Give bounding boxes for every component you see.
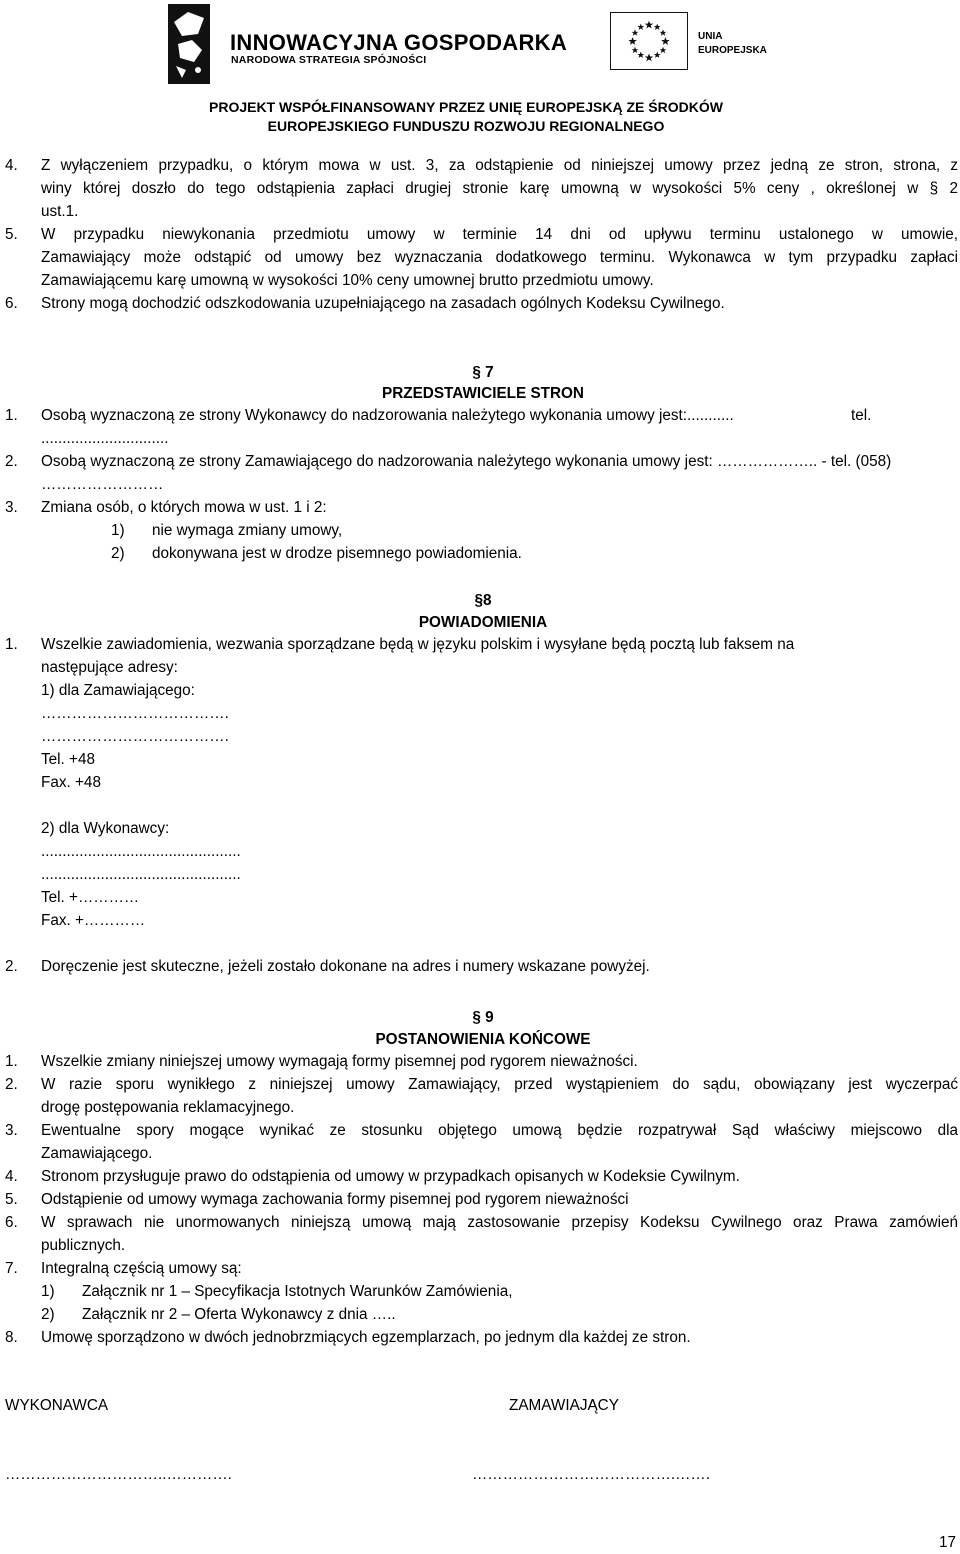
client-signature-line: ………………………………….……. <box>472 1466 710 1483</box>
section-heading-number: § 7 <box>472 364 494 381</box>
item-text: następujące adresy: <box>41 659 178 676</box>
item-text: Doręczenie jest skuteczne, jeżeli zostało dokonane na adres i numery wskazane powyżej. <box>41 958 650 975</box>
sub-item-text: dokonywana jest w drodze pisemnego powiadomienia. <box>152 545 522 562</box>
eu-flag-icon <box>610 12 688 70</box>
item-number: 5. <box>5 226 18 243</box>
page-number: 17 <box>938 1534 956 1551</box>
item-text: Wszelkie zmiany niniejszej umowy wymagają formy pisemnej pod rygorem nieważności. <box>41 1053 638 1070</box>
item-number: 6. <box>5 1214 18 1231</box>
item-number: 7. <box>5 1260 18 1277</box>
item-text: W razie sporu wynikłego z niniejszej umowy Zamawiający, przed wystąpieniem do sądu, obowiązany jest wyczerpać <box>41 1076 958 1093</box>
sub-item-text: nie wymaga zmiany umowy, <box>152 522 343 539</box>
sub-item-text: Załącznik nr 1 – Specyfikacja Istotnych Warunków Zamówienia, <box>82 1283 513 1300</box>
item-text: Wszelkie zawiadomienia, wezwania sporządzane będą w języku polskim i wysyłane będą pocztą lub faksem na <box>41 636 795 653</box>
item-text: ust.1. <box>41 203 79 220</box>
eu-label-line1: UNIA <box>698 31 723 42</box>
address-placeholder: ............................................... <box>41 843 241 860</box>
sub-item-number: 2) <box>111 545 125 562</box>
address-placeholder: ………………………………. <box>41 705 229 722</box>
fax-line: Fax. +48 <box>41 774 101 791</box>
contractor-signature-label: WYKONAWCA <box>5 1397 109 1414</box>
item-text: drogę postępowania reklamacyjnego. <box>41 1099 295 1116</box>
item-text: .............................. <box>41 430 169 447</box>
section-heading-number: §8 <box>474 592 492 609</box>
item-text: W przypadku niewykonania przedmiotu umowy w terminie 14 dni od upływu terminu ustalonego w umowie, <box>41 226 958 243</box>
item-number: 4. <box>5 157 18 174</box>
eu-label-line2: EUROPEJSKA <box>698 45 767 56</box>
sub-item-number: 1) <box>41 1283 55 1300</box>
item-number: 2. <box>5 958 18 975</box>
item-number: 1. <box>5 636 18 653</box>
item-number: 1. <box>5 1053 18 1070</box>
item-text: winy której doszło do tego odstąpienia zapłaci drugiej stronie karę umowną w wysokości 5% ceny , określonej w § 2 <box>41 180 958 197</box>
item-text: Ewentualne spory mogące wynikać ze stosunku objętego umową będzie rozpatrywał Sąd właściwy miejscowo dla <box>41 1122 958 1139</box>
phone-line: Tel. +………… <box>41 889 140 906</box>
item-number: 8. <box>5 1329 18 1346</box>
item-text: Integralną częścią umowy są: <box>41 1260 242 1277</box>
program-title: INNOWACYJNA GOSPODARKA <box>230 30 568 55</box>
phone-line: Tel. +48 <box>41 751 96 768</box>
section-heading-title: PRZEDSTAWICIELE STRON <box>382 385 584 402</box>
item-text: …………………… <box>41 476 164 493</box>
item-number: 2. <box>5 1076 18 1093</box>
item-text: Z wyłączeniem przypadku, o którym mowa w ust. 3, za odstąpienie od niniejszej umowy przez jedną ze stron, strona, z <box>41 157 958 174</box>
sub-item-text: Załącznik nr 2 – Oferta Wykonawcy z dnia ….. <box>82 1306 396 1323</box>
address-placeholder: ………………………………. <box>41 728 229 745</box>
eu-stars <box>628 21 669 62</box>
address-placeholder: ............................................... <box>41 866 241 883</box>
item-text: Zamawiający może odstąpić od umowy bez wyznaczania dodatkowego terminu. Wykonawca w tym przypadku zapłaci <box>41 249 958 266</box>
program-subtitle: NARODOWA STRATEGIA SPÓJNOŚCI <box>231 54 427 66</box>
item-number: 3. <box>5 1122 18 1139</box>
project-line-1: PROJEKT WSPÓŁFINANSOWANY PRZEZ UNIĘ EUROPEJSKĄ ZE ŚRODKÓW <box>209 99 723 115</box>
client-signature-label: ZAMAWIAJĄCY <box>509 1397 619 1414</box>
recipient-label: 2) dla Wykonawcy: <box>41 820 170 837</box>
item-text: W sprawach nie unormowanych niniejszą umową mają zastosowanie przepisy Kodeksu Cywilnego oraz Prawa zamówień <box>41 1214 958 1231</box>
item-text: Stronom przysługuje prawo do odstąpienia od umowy w przypadkach opisanych w Kodeksie Cywilnym. <box>41 1168 740 1185</box>
item-number: 6. <box>5 295 18 312</box>
item-text: publicznych. <box>41 1237 126 1254</box>
contractor-signature-line: …………………………..…………. <box>5 1466 232 1483</box>
tel-label: tel. <box>851 407 872 424</box>
fax-line: Fax. +………… <box>41 912 146 929</box>
item-number: 3. <box>5 499 18 516</box>
item-text: Strony mogą dochodzić odszkodowania uzupełniającego na zasadach ogólnych Kodeksu Cywilnego. <box>41 295 725 312</box>
item-number: 1. <box>5 407 18 424</box>
sub-item-number: 1) <box>111 522 125 539</box>
item-number: 4. <box>5 1168 18 1185</box>
recipient-label: 1) dla Zamawiającego: <box>41 682 195 699</box>
sub-item-number: 2) <box>41 1306 55 1323</box>
section-heading-title: POWIADOMIENIA <box>418 614 548 631</box>
item-text: Zmiana osób, o których mowa w ust. 1 i 2: <box>41 499 327 516</box>
item-text: Zamawiającego. <box>41 1145 153 1162</box>
item-text: Umowę sporządzono w dwóch jednobrzmiących egzemplarzach, po jednym dla każdej ze stron. <box>41 1329 691 1346</box>
item-number: 5. <box>5 1191 18 1208</box>
item-text: Odstąpienie od umowy wymaga zachowania formy pisemnej pod rygorem nieważności <box>41 1191 629 1208</box>
item-text: Osobą wyznaczoną ze strony Wykonawcy do nadzorowania należytego wykonania umowy jest:........... <box>41 407 734 424</box>
item-text: Zamawiającemu karę umowną w wysokości 10% ceny umownej brutto przedmiotu umowy. <box>41 272 654 289</box>
project-line-2: EUROPEJSKIEGO FUNDUSZU ROZWOJU REGIONALNEGO <box>267 118 665 134</box>
section-heading-title: POSTANOWIENIA KOŃCOWE <box>375 1031 591 1048</box>
innowacyjna-gospodarka-logo <box>168 4 210 84</box>
item-number: 2. <box>5 453 18 470</box>
item-text: Osobą wyznaczoną ze strony Zamawiającego do nadzorowania należytego wykonania umowy jest: ……………….. - tel. (058) <box>41 453 892 470</box>
section-heading-number: § 9 <box>472 1009 494 1026</box>
eu-label <box>698 30 767 58</box>
